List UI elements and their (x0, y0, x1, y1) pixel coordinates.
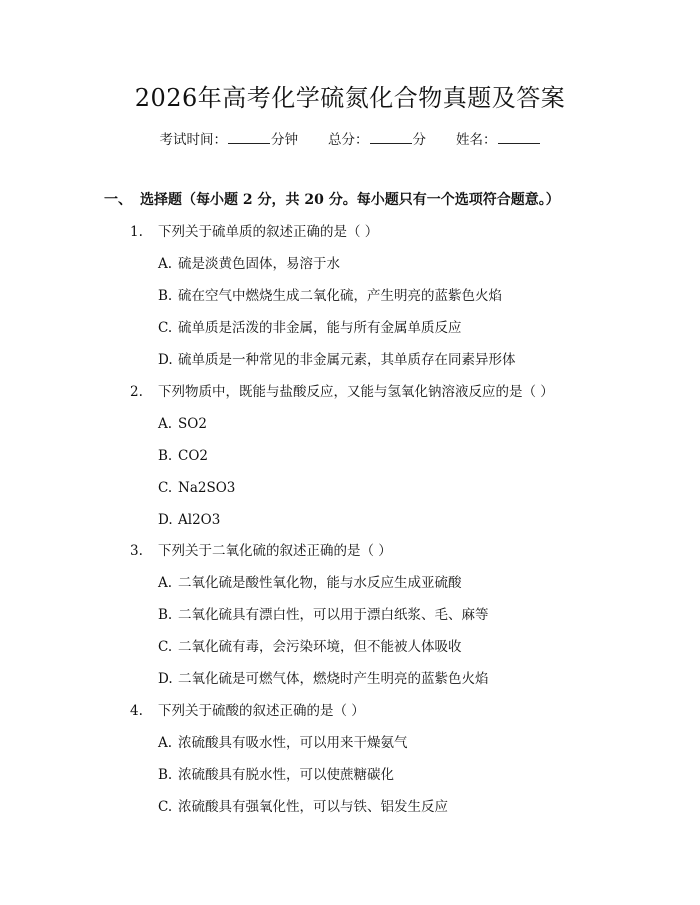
option-label: A. (158, 416, 173, 432)
question-3-option-c (158, 636, 658, 658)
option-label: A. (158, 256, 173, 272)
option-label: B. (158, 288, 173, 304)
question-2 (130, 381, 650, 403)
option-label: D. (158, 671, 173, 687)
option-label: B. (158, 448, 173, 464)
option-text: 二氧化硫有毒，会污染环境，但不能被人体吸收 (178, 639, 462, 655)
section-heading (104, 188, 624, 212)
option-label: C. (158, 480, 173, 496)
total-score-blank (370, 129, 412, 144)
total-score-label: 总分： (328, 132, 369, 148)
option-label: B. (158, 607, 173, 623)
question-3-option-a (158, 572, 658, 594)
option-text: 硫单质是活泼的非金属，能与所有金属单质反应 (178, 320, 462, 336)
option-text: 硫在空气中燃烧生成二氧化硫，产生明亮的蓝紫色火焰 (178, 288, 502, 304)
option-text: Na2SO3 (178, 480, 236, 496)
question-number: 4. (130, 703, 143, 719)
question-3-option-b (158, 604, 658, 626)
option-label: C. (158, 320, 173, 336)
question-text: 下列关于硫单质的叙述正确的是（ ） (158, 224, 379, 240)
option-text: 硫单质是一种常见的非金属元素，其单质存在同素异形体 (178, 352, 516, 368)
exam-time-blank (228, 129, 270, 144)
question-number: 2. (130, 384, 143, 400)
option-text: Al2O3 (178, 512, 221, 528)
option-label: C. (158, 639, 173, 655)
name-label: 姓名： (456, 132, 497, 148)
name-blank (498, 129, 540, 144)
question-1-option-d (158, 349, 658, 371)
option-label: D. (158, 512, 173, 528)
question-4-option-c (158, 796, 658, 818)
question-text: 下列关于硫酸的叙述正确的是（ ） (158, 703, 365, 719)
total-score-field (328, 128, 426, 152)
option-text: 浓硫酸具有强氧化性，可以与铁、铝发生反应 (178, 799, 448, 815)
question-2-option-d (158, 509, 658, 531)
option-label: B. (158, 767, 173, 783)
question-2-option-c (158, 477, 658, 499)
option-text: 硫是淡黄色固体，易溶于水 (178, 256, 340, 272)
option-label: D. (158, 352, 173, 368)
question-4-option-a (158, 732, 658, 754)
question-4 (130, 700, 650, 722)
question-1-option-c (158, 317, 658, 339)
exam-time-label: 考试时间： (159, 132, 227, 148)
question-1-option-a (158, 253, 658, 275)
option-text: CO2 (178, 448, 208, 464)
option-text: 二氧化硫具有漂白性，可以用于漂白纸浆、毛、麻等 (178, 607, 489, 623)
option-label: A. (158, 575, 173, 591)
question-1 (130, 221, 650, 243)
option-text: 浓硫酸具有吸水性，可以用来干燥氨气 (178, 735, 408, 751)
question-3 (130, 540, 650, 562)
name-field (456, 128, 541, 152)
question-2-option-b (158, 445, 658, 467)
section-text: 选择题（每小题 2 分，共 20 分。每小题只有一个选项符合题意。） (140, 192, 560, 208)
exam-time-field (160, 128, 299, 152)
question-text: 下列物质中，既能与盐酸反应，又能与氢氧化钠溶液反应的是（ ） (158, 384, 554, 400)
question-1-option-b (158, 285, 658, 307)
option-text: 二氧化硫是可燃气体，燃烧时产生明亮的蓝紫色火焰 (178, 671, 489, 687)
question-2-option-a (158, 413, 658, 435)
question-number: 3. (130, 543, 143, 559)
option-text: 浓硫酸具有脱水性，可以使蔗糖碳化 (178, 767, 394, 783)
question-4-option-b (158, 764, 658, 786)
question-3-option-d (158, 668, 658, 690)
option-label: C. (158, 799, 173, 815)
question-text: 下列关于二氧化硫的叙述正确的是（ ） (158, 543, 392, 559)
exam-info-line (0, 128, 700, 152)
question-number: 1. (130, 224, 143, 240)
exam-time-unit: 分钟 (271, 132, 298, 148)
option-label: A. (158, 735, 173, 751)
page-title: 2026年高考化学硫氮化合物真题及答案 (134, 84, 566, 112)
total-score-unit: 分 (412, 132, 426, 148)
section-number: 一、 (104, 192, 132, 208)
option-text: SO2 (178, 416, 207, 432)
option-text: 二氧化硫是酸性氧化物，能与水反应生成亚硫酸 (178, 575, 462, 591)
